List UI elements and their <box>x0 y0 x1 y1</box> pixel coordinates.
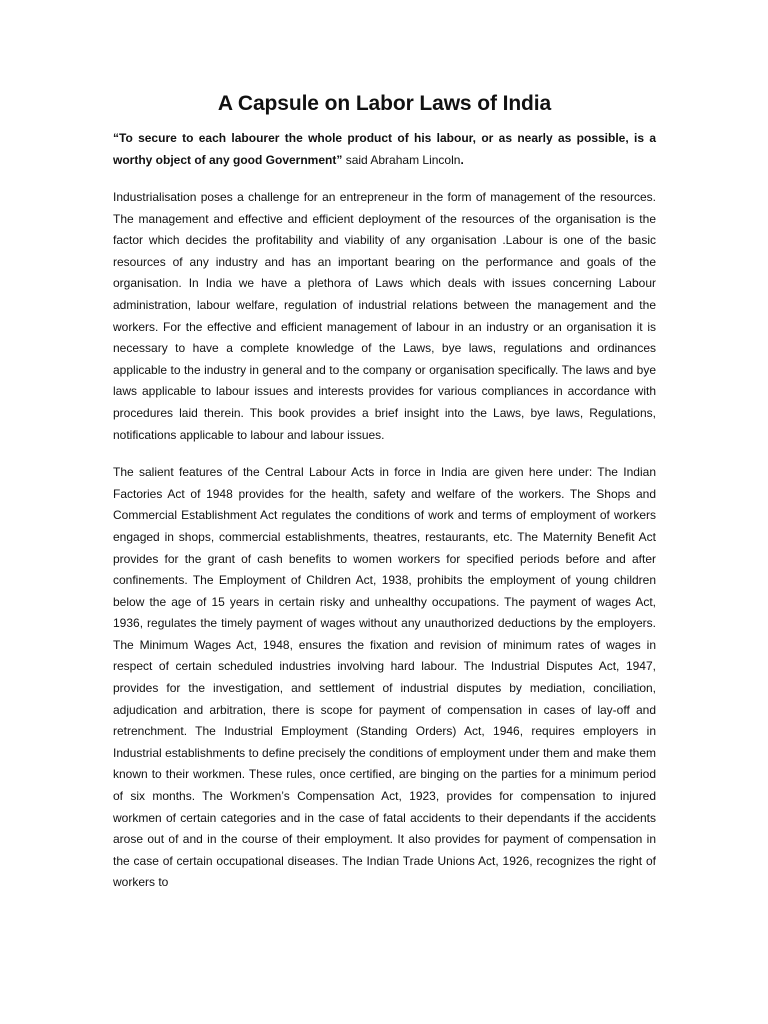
quote-text: “To secure to each labourer the whole product of his labour, or as nearly as possible, is a worthy object of any good Government” <box>113 131 656 167</box>
opening-quote <box>113 128 656 171</box>
quote-end: . <box>460 152 464 167</box>
document-title: A Capsule on Labor Laws of India <box>217 92 552 115</box>
document-page <box>113 0 656 894</box>
quote-attribution: said Abraham Lincoln <box>342 152 461 167</box>
paragraph-salient-features: The salient features of the Central Labour Acts in force in India are given here under: The Indian Factories Act of 1948 provides for the health, safety and welfare of the workers. The Shops and Commercial Establishment Act regulates the conditions of work and terms of employment of workers engaged in shops, commercial establishments, theatres, restaurants, etc. The Maternity Benefit Act provides for the grant of cash benefits to women workers for specified periods before and after confinements. The Employment of Children Act, 1938, prohibits the employment of young children below the age of 15 years in certain risky and unhealthy occupations. The payment of wages Act, 1936, regulates the timely payment of wages without any unauthorized deductions by the employers. The Minimum Wages Act, 1948, ensures the fixation and revision of minimum rates of wages in respect of certain scheduled industries involving hard labour. The Industrial Disputes Act, 1947, provides for the investigation, and settlement of industrial disputes by mediation, conciliation, adjudication and arbitration, there is scope for payment of compensation in cases of lay-off and retrenchment. The Industrial Employment (Standing Orders) Act, 1946, requires employers in Industrial establishments to define precisely the conditions of employment under them and make them known to their workmen. These rules, once certified, are binging on the parties for a minimum period of six months. The Workmen’s Compensation Act, 1923, provides for compensation to injured workmen of certain categories and in the case of fatal accidents to their dependants if the accidents arose out of and in the course of their employment. It also provides for payment of compensation in the case of certain occupational diseases. The Indian Trade Unions Act, 1926, recognizes the right of workers to <box>113 465 656 890</box>
paragraph-intro: Industrialisation poses a challenge for an entrepreneur in the form of management of the resources. The management and effective and efficient deployment of the resources of the organisation is the factor which decides the profitability and viability of any organisation .Labour is one of the basic resources of any industry and has an important bearing on the performance and goals of the organisation. In India we have a plethora of Laws which deals with issues concerning Labour administration, labour welfare, regulation of industrial relations between the management and the workers. For the effective and efficient management of labour in an industry or an organisation it is necessary to have a complete knowledge of the Laws, bye laws, regulations and ordinances applicable to the industry in general and to the company or organisation specifically. The laws and bye laws applicable to labour issues and interests provides for various compliances in accordance with procedures laid therein. This book provides a brief insight into the Laws, bye laws, Regulations, notifications applicable to labour and labour issues. <box>113 190 656 442</box>
